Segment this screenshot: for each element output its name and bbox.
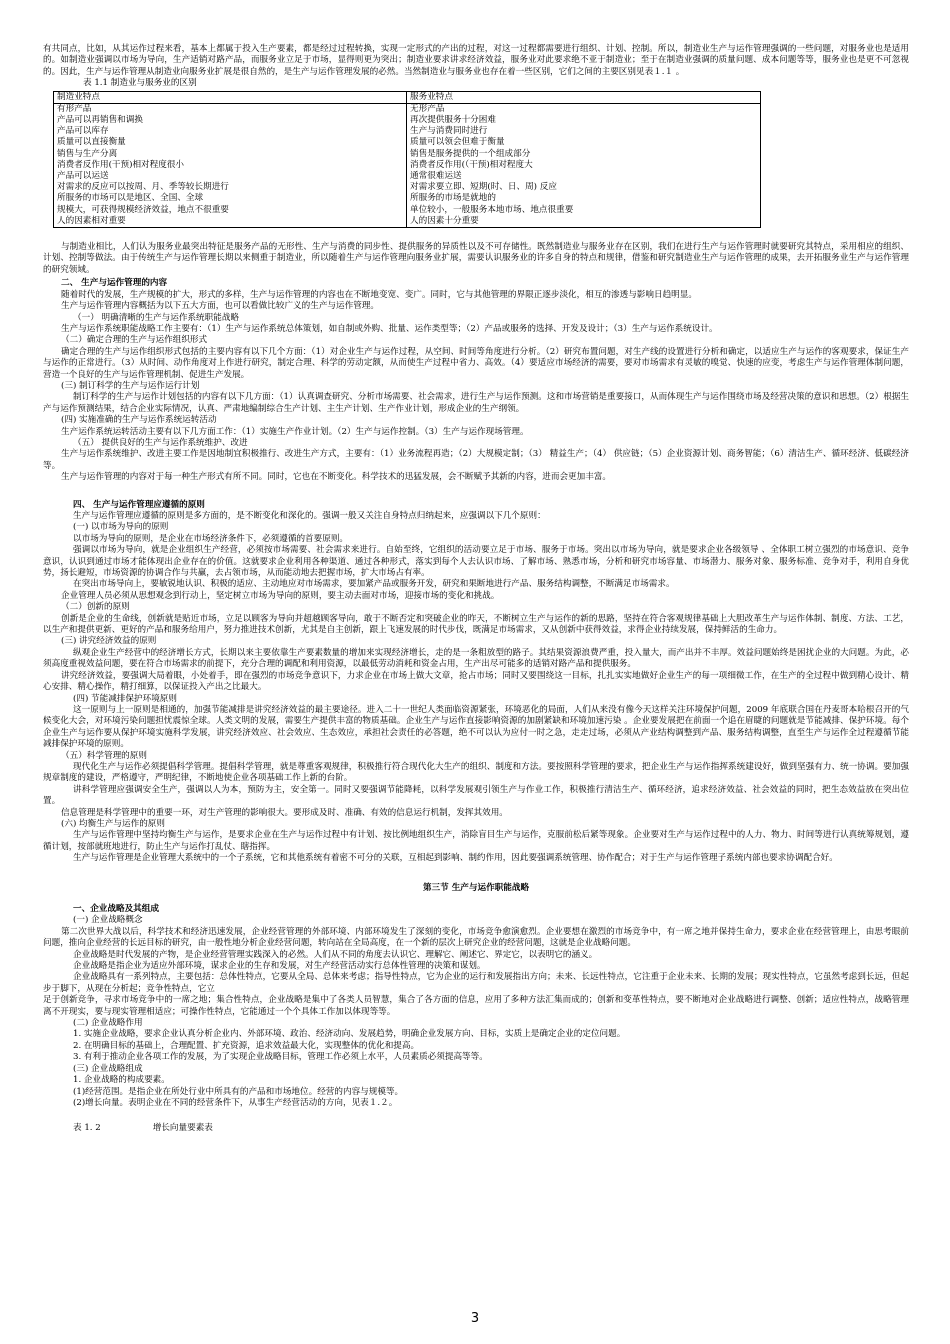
- paragraph: 确定合理的生产与运作组织形式包括的主要内容有以下几个方面：（1）对企业生产与运作过程，从空间、时间等角度进行分析。（2）研究布置问题，对生产线的设置进行分析和确定，以适应生产与运作的客观要求，保证生产与运作的正常进行。（3）从时间、动作角度对上作进行研究，制定合理、科学的劳动定额，从而使生产过程中省力、高效。（4）要适应市场经济的需要，要对市场需求有灵敏的嗅觉、快速的应变，考虑生产与运作管理体制问题，营造一个良好的生产与运作管理机制、促进生产发展。: [43, 346, 909, 380]
- paragraph: 企业战略具有一系列特点，主要包括：总体性特点，它要从全局、总体来考虑；指导性特点，它为企业的运行和发展指出方向；未来、长远性特点，它注重于企业未来、长期的发展；现实性特点，它虽然考虑到长远，但起步于脚下，从现在分析起；竞争性特点，它立: [43, 972, 909, 994]
- list-item: 2. 在明确目标的基础上，合理配置、扩充资源，追求效益最大化，实现整体的优化和提高。: [73, 1040, 420, 1051]
- table-cell: 人的因素相对重要: [57, 215, 126, 226]
- table-cell: 质量可以领会但难于衡量: [410, 137, 505, 148]
- subheading: (三) 制订科学的生产与运作运行计划: [61, 380, 200, 391]
- table-cell: 销售与生产分离: [57, 148, 118, 159]
- section-heading: 二、 生产与运作管理的内容: [61, 278, 168, 289]
- paragraph: 制订科学的生产与运作计划包括的内容有以下几方面：（1）认真调查研究、分析市场需要、社会需求，进行生产与运作预测。这和市场营销是重要接口，从而体现生产与运作围绕市场及经营决策的意识和思想。（2）根据生产与运作预测结果，结合企业实际情况，认真、严肃地编制综合生产计划、主生产计划、生产作业计划，形成企业的生产纲领。: [43, 392, 909, 414]
- list-item: 1. 企业战略的构成要素。: [73, 1075, 170, 1086]
- table-header-row: [54, 91, 761, 103]
- paragraph: 生产与运作管理应遵循的原则是多方面的，是不断变化和深化的。强调一般又关注自身特点归纳起来，应强调以下几个原则：: [73, 511, 546, 521]
- list-item: (1)经营范围。是指企业在所处行业中所具有的产品和市场地位。经营的内容与规模等。: [73, 1086, 404, 1097]
- paragraph: 生产与运作管理是企业管理大系统中的一个子系统，它和其他系统有着密不可分的关联，互相起到影响、制约作用，因此要强调系统管理、协作配合；对于生产与运作管理子系统内部也要求协调配合好。: [73, 853, 838, 864]
- subheading: (六) 均衡生产与运作的原则: [61, 818, 165, 829]
- list-item: (2)增长向量。表明企业在不同的经营条件下，从事生产经营活动的方向，见表１.２。: [73, 1097, 398, 1108]
- subheading: (四) 节能减排保护环境原则: [73, 693, 177, 704]
- table-cell: 产品可以再销售和调换: [57, 115, 143, 126]
- paragraph: 生产与运作系统维护、改进主要工作是因地制宜积极推行、改进生产方式，主要有：（1）业务流程再造；（2）大规模定制；（3） 精益生产；（4） 供应链；（5）企业资源计划、商务智能；（6）清洁生产、循环经济、低碳经济等。: [43, 449, 909, 471]
- list-item: 1. 实施企业战略，要求企业认真分析企业内、外部环境、政治、经济动向、发展趋势，明确企业发展方向、目标，实质上是确定企业的定位问题。: [73, 1029, 626, 1040]
- paragraph: 企业战略是时代发展的产物，是企业经营管理实践深入的必然。人们从不同的角度去认识它、理解它、阐述它、界定它，以表明它的涵义。: [73, 949, 598, 960]
- subheading: (三) 讲究经济效益的原则: [61, 636, 157, 647]
- table-body-row: [54, 103, 761, 227]
- subheading: （一） 明确清晰的生产与运作系统职能战略: [73, 312, 240, 323]
- paragraph: 随着时代的发展，生产规模的扩大，形式的多样，生产与运作管理的内容也在不断地变宽、变广。同时，它与其他管理的界限正逐步淡化，相互的渗透与影响日趋明显。: [61, 289, 697, 300]
- table-cell: 消费者反作用(干预)相对程度很小: [57, 159, 185, 170]
- subheading: (四) 实施准确的生产与运作系统运转活动: [61, 415, 217, 426]
- table-cell: 生产与消费同时进行: [410, 126, 488, 137]
- paragraph: 纵观企业生产经营中的经济增长方式，长期以来主要依靠生产要素数量的增加来实现经济增长，走的是一条粗放型的路子。其结果资源浪费严重，投入量大，而产出并不丰厚。效益问题始终是困扰企业的大问题。为此，必须高度重视效益问题，要在符合市场需求的前提下，充分合理的调配和利用资源，以最低劳动消耗和资金占用，生产出尽可能多的适销对路产品和提供服务。: [43, 647, 909, 670]
- table-cell: 销售是服务提供的一个组成部分: [410, 148, 531, 159]
- paragraph: 生产与运作系统职能战略工作主要有：（1）生产与运作系统总体策划，如自制或外购、批量、运作类型等；（2）产品或服务的选择、开发及设计；（3）生产与运作系统设计。: [61, 323, 718, 334]
- table-cell: 产品可以运送: [57, 171, 109, 182]
- table-cell: 产品可以库存: [57, 126, 109, 137]
- table-header-service: 服务业特点: [407, 91, 761, 103]
- section-heading: 一、企业战略及其组成: [73, 904, 159, 914]
- table-cell: 规模大，可获得规模经济效益，地点不很重要: [57, 204, 229, 215]
- table2-caption-title: 增长向量要素表: [152, 1123, 213, 1134]
- table-cell: 对需求的反应可以按周、月、季等较长期进行: [57, 182, 229, 193]
- document-page: [43, 44, 909, 1135]
- paragraph: 现代化生产与运作必须提倡科学管理。提倡科学管理，就是尊重客观规律，积极推行符合现代化大生产的组织、制度和方法。要按照科学管理的要求，把企业生产与运作指挥系统建设好，做到坚强有力、统一协调。要加强规章制度的建设，严格遵守，严明纪律，不断地使企业各项基础工作上新的台阶。: [43, 761, 909, 784]
- table-cell: 所服务的市场是就地的: [410, 193, 496, 204]
- subheading: （五）科学管理的原则: [61, 750, 147, 761]
- paragraph: 创新是企业的生命线，创新就是贴近市场，立足以顾客为导向并超越顾客导向，敢于不断否定和突破企业的昨天，不断树立生产与运作的新的思路，坚持在符合客观规律基础上大胆改革生产与运作体制、制度、方法、工艺，以生产和提供更新、更好的产品和服务给用户，努力推进技术创新，尤其是自主创新，跟上飞速发展的时代步伐，既满足市场需求，又从创新中获得效益，求得企业持续发展，保持鲜活的生命力。: [43, 613, 909, 636]
- paragraph: 讲科学管理应强调安全生产，强调以人为本，预防为主，安全第一。同时又要强调节能降耗，以科学发展观引领生产与作业工作，积极推行清洁生产、循环经济，追求经济效益、社会效益的同时，把生态效益放在突出位置。: [43, 784, 909, 807]
- paragraph: 与制造业相比，人们认为服务业最突出特征是服务产品的无形性、生产与消费的同步性、提供服务的异质性以及不可存储性。既然制造业与服务业存在区别，我们在进行生产与运作管理时就要研究其特点，采用相应的组织、计划、控制等做法。由于传统生产与运作管理长期以来侧重于制造业，所以随着生产与运作管理向服务业扩展，需要认识服务业的许多自身的特点和规律，借鉴和研究制造业生产与运作管理的成果，去开拓服务业生产与运作管理的研究领域。: [43, 242, 909, 275]
- service-features: [407, 103, 761, 227]
- table-header-manufacturing: 制造业特点: [54, 91, 407, 103]
- subheading: （二）创新的原则: [61, 602, 130, 613]
- table-cell: 所服务的市场可以是地区、全国、全球: [57, 193, 204, 204]
- table-cell: 再次提供服务十分困难: [410, 115, 496, 126]
- table2-caption: [43, 1123, 909, 1134]
- table-cell: 有形产品: [57, 103, 92, 114]
- subheading: (二) 企业战略作用: [73, 1018, 143, 1029]
- page-number: 3: [470, 1311, 480, 1326]
- paragraph: 讲究经济效益，要强调大局着眼，小处着手，即在强烈的市场竞争意识下，力求企业在市场上做大文章，抢占市场；同时又要围绕这一目标，扎扎实实地做好企业生产的每一项细微工作，在生产的全过程中做到精心设计、精心安排、精心操作，精打细算，以保证投入产出之比最大。: [43, 670, 909, 693]
- table-cell: 对需求要立即、短期(时、日、周) 反应: [410, 182, 557, 193]
- subheading: (三) 企业战略组成: [73, 1063, 143, 1074]
- paragraph: 信息管理是科学管理中的重要一环，对生产管理的影响很大。要形成及时、准确、有效的信息运行机制，发挥其效用。: [61, 807, 508, 818]
- table-cell: 通常很难运送: [410, 171, 462, 182]
- table-cell: 消费者反作用(（干预)相对程度大: [410, 159, 533, 170]
- paragraph: 生产与运作管理内容概括为以下五大方面，也可以看做比较广义的生产与运作管理。: [61, 301, 379, 312]
- paragraph: 强调以市场为导向，就是企业组织生产经营，必须按市场需要、社会需求来进行。自始至终，它组织的活动要立足于市场、服务于市场。突出以市场为导向，就是要求企业各级领导 、全体职工树立强烈的市场意识、竞争意识，认识到通过市场才能体现出企业存在的价值。这就要求企业利用各种渠道、通过各种形式，落实到每个人去认识市场、了解市场、熟悉市场，分析和研究市场容量、市场潜力、服务对象、服务标准、竞争对手，利用自身优势，扬长避短，市场资源的协调合作与共赢，去占领市场，从而能动地去把握市场，扩大市场占有率。: [43, 545, 909, 579]
- paragraph: 这一原则与上一原则是相通的，加强节能减排是讲究经济效益的最主要途径。进入二十一世纪人类面临资源紧张，环境恶化的局面，人们从来没有像今天这样关注环境保护问题，2009 年底联合国在丹麦哥本哈根召开的气候变化大会，对环境污染问题担忧震惊全球。人类文明的发展，需要生产提供丰富的物质基础。企业生产与运作直接影响资源的加剧紧缺和环境加速污染 。企业要发展把在前面一个追在眉睫的问题就是节能减排、保护环境。每个企业生产与运作要从保护环境实施科学发展，讲究经济效应、社会效应、生态效应，承担社会责任的必答题，绝不可以认为应付一时之急，走走过场，必须从产业结构调整到产品、服务结构调整，直至生产与运作全过程遵循节能减排保护环境的原则。: [43, 704, 909, 750]
- table2-caption-number: 表 1. 2: [73, 1123, 101, 1134]
- table1-caption: 表 1.1 制造业与服务业的区别: [83, 78, 197, 89]
- subheading: (一) 企业战略概念: [73, 915, 143, 926]
- intro-paragraph: 有共同点，比如，从其运作过程来看，基本上都属于投入生产要素，都是经过过程转换，实现一定形式的产出的过程，对这一过程都需要进行组织、计划、控制。所以，制造业生产与运作管理强调的一些问题，对服务业也是适用的。如制造业强调以市场为导向，生产适销对路产品，而服务业立足于市场，显得则更为突出；制造业要求讲求经济效益，服务业对此要求绝不亚于制造业；至于在制造业强调的质量问题、成本问题等等，服务业也是更不可忽视的。因此，生产与运作管理从制造业向服务业扩展是很自然的，是生产与运作管理发展的必然。当然制造业与服务业也存在着一些区别，它们之间的主要区别见表１.１ 。: [43, 44, 909, 77]
- list-item: 3. 有利于推动企业各项工作的发展，为了实现企业战略目标，管理工作必须上水平，人员素质必须提高等等。: [73, 1052, 488, 1063]
- paragraph: 企业战略是指企业为适应外部环境，谋求企业的生存和发展，对生产经营活动实行总体性管理的决策和谋划。: [73, 961, 486, 972]
- table-cell: 质量可以直接衡量: [57, 137, 126, 148]
- subheading: （五） 提供良好的生产与运作系统维护、改进: [73, 437, 248, 448]
- table-cell: 人的因素十分重要: [410, 215, 479, 226]
- chapter-section-title: 第三节 生产与运作职能战略: [422, 882, 530, 893]
- paragraph: 生产运作系统运转活动主要有以下几方面工作：（1）实施生产作业计划。（2）生产与运作控制。（3）生产与运作现场管理。: [61, 426, 529, 437]
- subheading: (一) 以市场为导向的原则: [73, 522, 169, 533]
- manufacturing-features: [54, 103, 407, 227]
- paragraph: 以市场为导向的原则，是企业在市场经济条件下，必须遵循的首要原则。: [73, 533, 349, 544]
- paragraph: 足于创新竞争，寻求市场竞争中的一席之地；集合性特点，企业战略是集中了各类人员智慧，集合了各方面的信息，应用了多种方法汇集而成的；创新和变革性特点，要不断地对企业战略进行调整、创新；适应性特点，战略管理离不开现实，要与现实管理相适应；可操作性特点，它能通过一个个具体工作加以体现等等。: [43, 995, 909, 1017]
- table-cell: 单位较小，一般服务本地市场、地点很重要: [410, 204, 574, 215]
- paragraph: 在突出市场导向上，要敏锐地认识、积极的适应、主动地应对市场需求，要加紧产品或服务开发，研究和果断地进行产品、服务结构调整，不断满足市场需求。: [73, 579, 675, 590]
- paragraph: 第二次世界大战以后，科学技术和经济迅速发展，企业经营管理的外部环境、内部环境发生了深刻的变化，市场竞争愈演愈烈。企业要想在激烈的市场竞争中，有一席之地并保持生命力，要求企业在经营管理上，由思考眼前问题，推向企业经营的长远目标的研究，由一般性地分析企业经营问题，转向站在全局高度，在一个新的层次上研究企业的经营问题，这就是企业战略问题。: [43, 926, 909, 949]
- paragraph: 生产与运作管理中坚持均衡生产与运作，是要求企业在生产与运作过程中有计划、按比例地组织生产，消除盲目生产与运作，克服前松后紧等现象。企业要对生产与运作过程中的人力、物力、时间等进行认真统筹规划，遵循计划，按部就班地进行，防止生产与运作打乱仗、瞎指挥。: [43, 830, 909, 852]
- section-heading: 四、 生产与运作管理应遵循的原则: [73, 499, 205, 510]
- table-cell: 无形产品: [410, 103, 445, 114]
- paragraph: 生产与运作管理的内容对于每一种生产形式有所不同。同时，它也在不断变化。科学技术的迅猛发展，会不断赋予其新的内容，进而会更加丰富。: [61, 472, 612, 483]
- comparison-table: [53, 91, 761, 228]
- subheading: （二）确定合理的生产与运作组织形式: [61, 335, 208, 346]
- paragraph: 企业管理人员必须从思想观念到行动上，坚定树立市场为导向的原则，要主动去面对市场，迎接市场的变化和挑战。: [61, 590, 500, 601]
